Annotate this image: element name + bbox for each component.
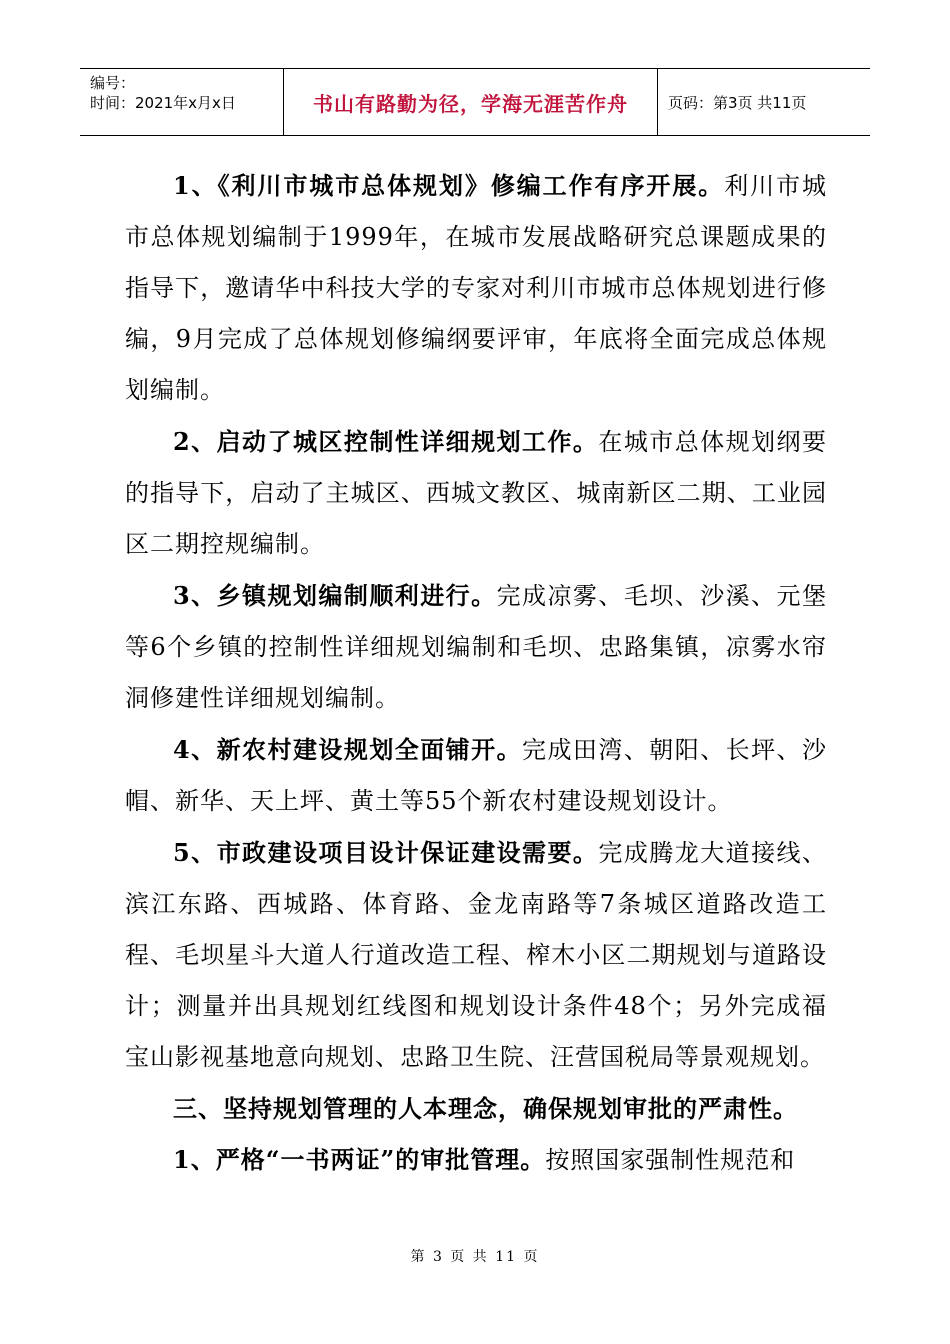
paragraph-lead: 1、《利川市城市总体规划》修编工作有序开展。 — [173, 171, 725, 200]
number-label: 编号： — [90, 74, 136, 92]
time-label: 时间：2021年x月x日 — [90, 94, 236, 112]
paragraph-5 — [125, 827, 827, 1083]
paragraph-lead: 1、严格“一书两证”的审批管理。 — [173, 1145, 546, 1174]
paragraph-2 — [125, 416, 827, 570]
paragraph-body: 利川市城市总体规划编制于1999年，在城市发展战略研究总课题成果的指导下，邀请华中科技大学的专家对利川市城市总体规划进行修编，9月完成了总体规划修编纲要评审，年底将全面完成总体规划编制。 — [125, 172, 827, 404]
paragraph-lead: 5、市政建设项目设计保证建设需要。 — [173, 838, 599, 867]
paragraph-lead: 2、启动了城区控制性详细规划工作。 — [173, 427, 599, 456]
paragraph-body: 完成腾龙大道接线、滨江东路、西城路、体育路、金龙南路等7条城区道路改造工程、毛坝星斗大道人行道改造工程、榨木小区二期规划与道路设计；测量并出具规划红线图和规划设计条件48个；另外完成福宝山影视基地意向规划、忠路卫生院、汪营国税局等景观规划。 — [125, 839, 828, 1071]
paragraph-body: 完成凉雾、毛坝、沙溪、元堡等6个乡镇的控制性详细规划编制和毛坝、忠路集镇，凉雾水帘洞修建性详细规划编制。 — [125, 582, 827, 712]
section-heading: 三、坚持规划管理的人本理念，确保规划审批的严肃性。 — [173, 1094, 798, 1123]
paragraph-lead: 3、乡镇规划编制顺利进行。 — [173, 581, 497, 610]
paragraph-body: 按照国家强制性规范和 — [545, 1146, 796, 1174]
paragraph-4 — [125, 724, 827, 827]
paragraph-body: 在城市总体规划纲要的指导下，启动了主城区、西城文教区、城南新区二期、工业园区二期控规编制。 — [125, 428, 828, 558]
page-footer: 第 3 页 共 11 页 — [410, 1249, 540, 1265]
paragraph-6 — [125, 1134, 827, 1186]
paragraph-3 — [125, 570, 827, 724]
header-table — [80, 68, 870, 136]
paragraph-body: 完成田湾、朝阳、长坪、沙帽、新华、天上坪、黄土等55个新农村建设规划设计。 — [125, 736, 828, 815]
paragraph-lead: 4、新农村建设规划全面铺开。 — [173, 735, 523, 764]
header-page-info: 页码：第3页 共11页 — [668, 93, 807, 112]
document-body — [125, 160, 827, 1186]
header-motto: 书山有路勤为径，学海无涯苦作舟 — [283, 69, 658, 135]
header-meta — [80, 69, 283, 135]
paragraph-1 — [125, 160, 827, 416]
